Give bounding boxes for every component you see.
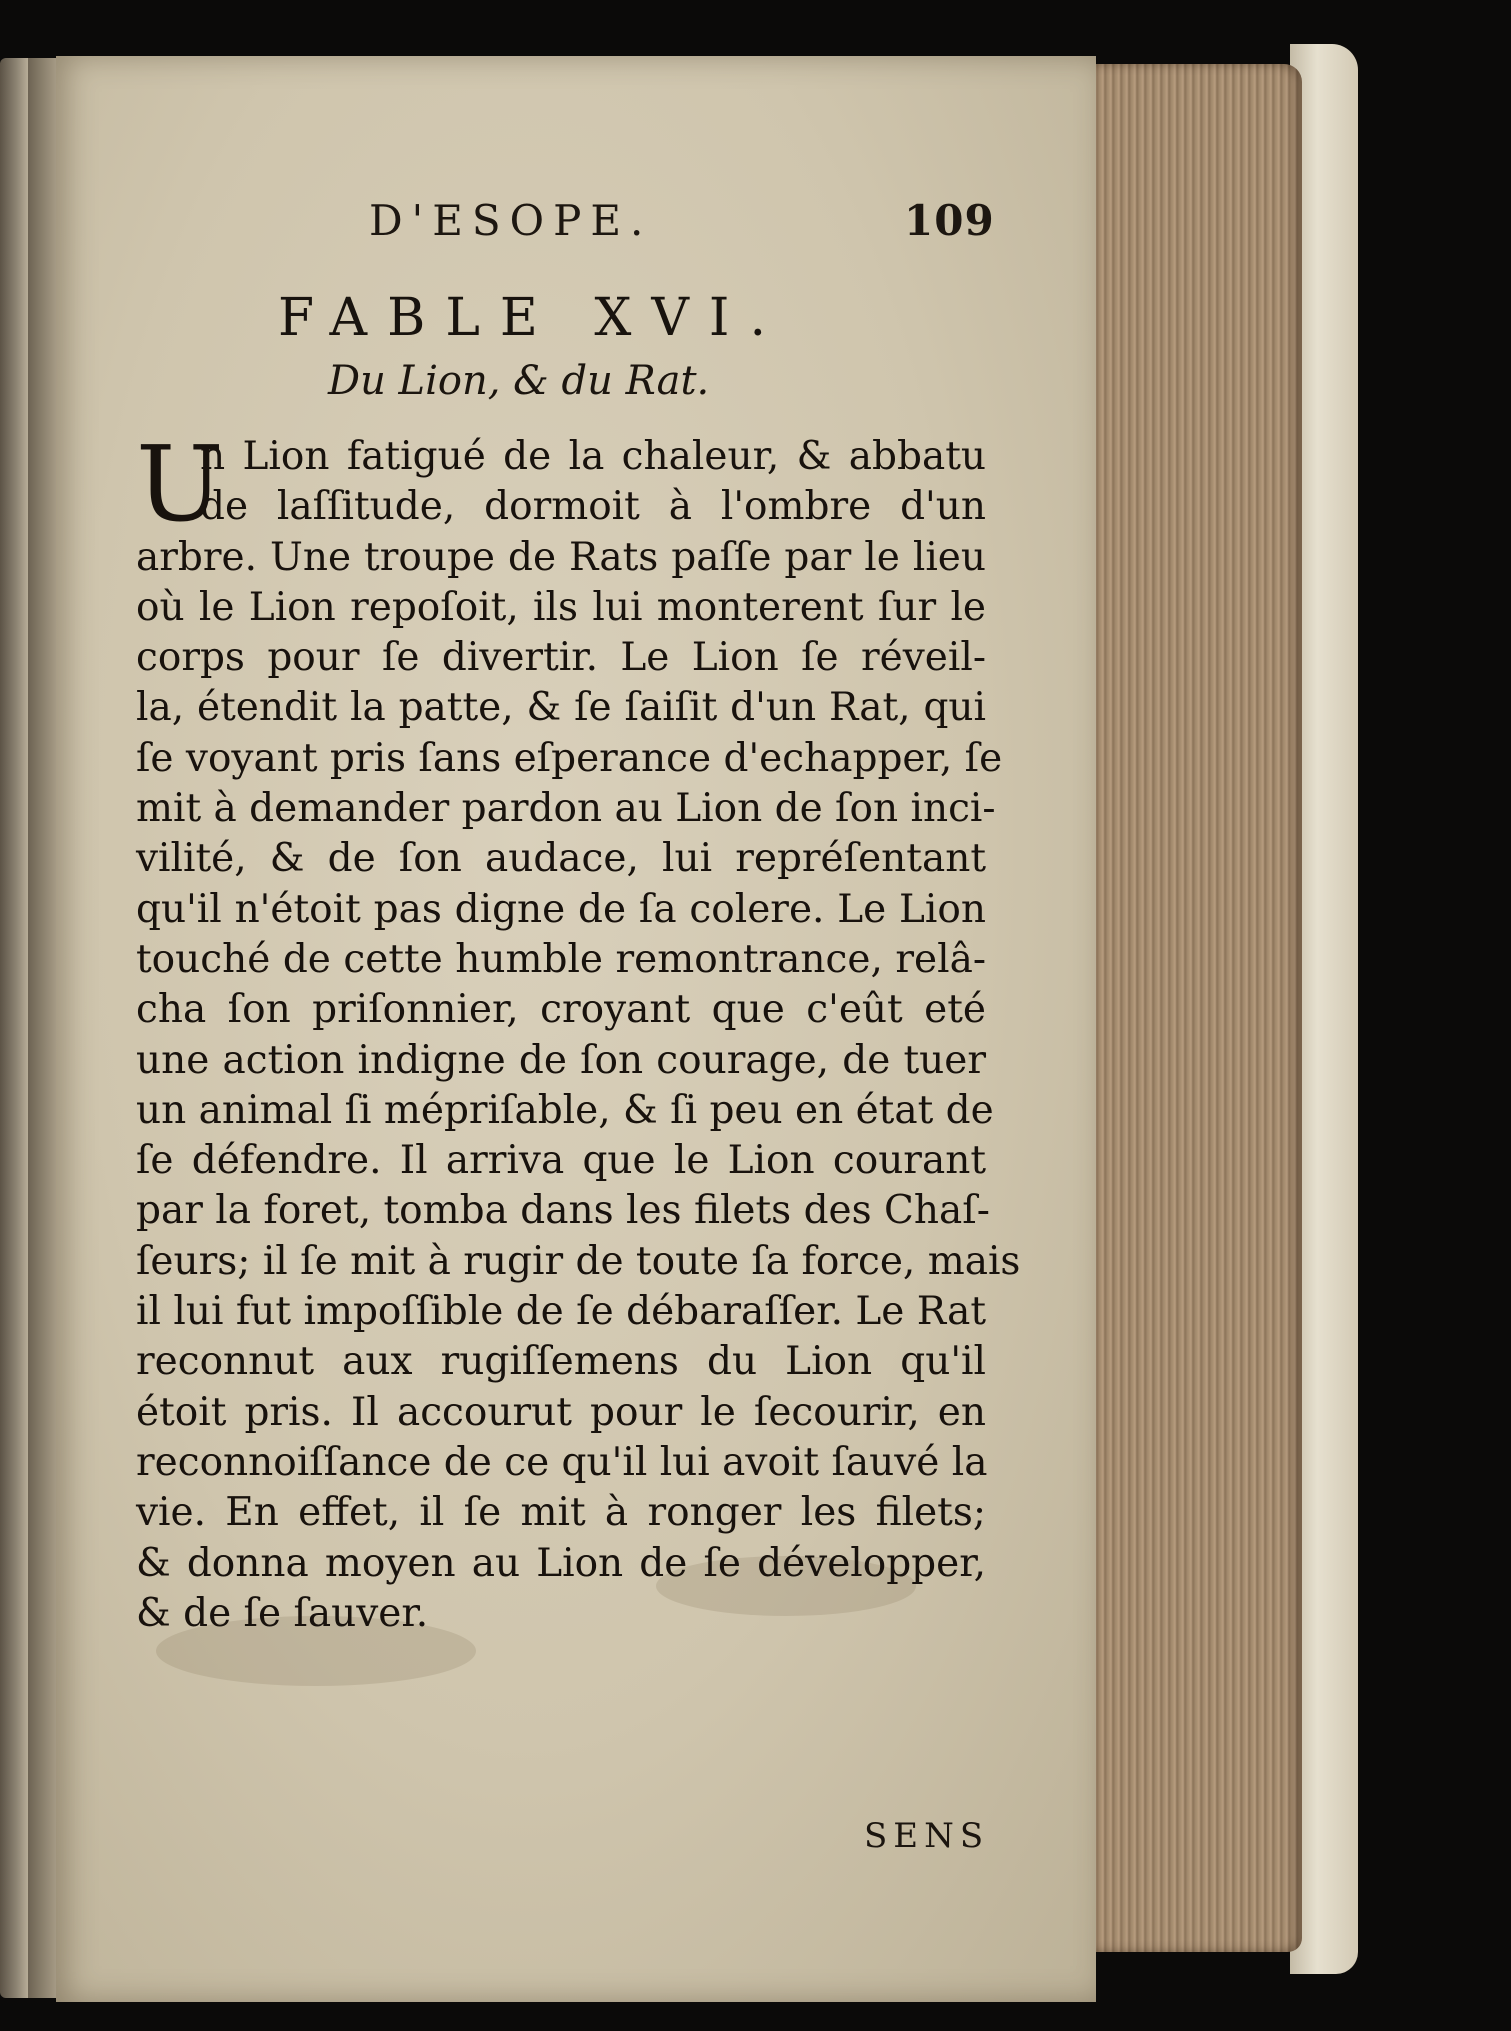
drop-cap: U [136, 423, 224, 545]
text-line: mit à demander pardon au Lion de ſon inci- [136, 786, 996, 832]
facing-page-edge [0, 58, 28, 1998]
fable-body [136, 423, 1021, 1639]
text-line: la, étendit la patte, & ſe ſaiſit d'un Rat, qui [136, 685, 986, 731]
text-line: n Lion fatigué de la chaleur, & abbatu [200, 434, 986, 479]
text-line: arbre. Une troupe de Rats paſſe par le lieu [136, 534, 986, 580]
page-number: 109 [904, 196, 995, 245]
book-gutter [28, 58, 58, 1998]
text-line: qu'il n'étoit pas digne de ſa colere. Le Lion [136, 886, 986, 932]
text-line: & de ſe ſauver. [136, 1590, 429, 1636]
text-line: par la foret, tomba dans les filets des Chaſ- [136, 1188, 990, 1234]
text-line: ſe défendre. Il arriva que le Lion courant [136, 1138, 986, 1184]
text-line: étoit pris. Il accourut pour le ſecourir, en [136, 1389, 986, 1435]
text-line: reconnoiſſance de ce qu'il lui avoit ſauvé la [136, 1439, 988, 1485]
text-line: un animal ſi mépriſable, & ſi peu en état de [136, 1087, 994, 1133]
text-line: & donna moyen au Lion de ſe développer, [136, 1540, 986, 1586]
text-line: une action indigne de ſon courage, de tuer [136, 1037, 986, 1083]
text-block-edge [1092, 64, 1302, 1952]
text-line: reconnut aux rugiſſemens du Lion qu'il [136, 1339, 986, 1385]
text-line: où le Lion repoſoit, ils lui monterent ſur le [136, 584, 986, 630]
fable-subtitle: Du Lion, & du Rat. [328, 358, 710, 404]
text-line: vie. En effet, il ſe mit à ronger les filets; [136, 1490, 986, 1536]
text-line: touché de cette humble remontrance, relâ- [136, 936, 986, 982]
text-line: ſe voyant pris ſans eſperance d'echapper, ſe [136, 735, 1003, 781]
text-line: corps pour ſe divertir. Le Lion ſe réveil- [136, 635, 986, 681]
text-line: il lui fut impoſſible de ſe débaraſſer. Le Rat [136, 1289, 986, 1335]
text-line: cha ſon priſonnier, croyant que c'eût eté [136, 987, 986, 1033]
catchword: SENS [864, 1816, 990, 1856]
text-line: vilité, & de ſon audace, lui repréſentant [136, 836, 986, 882]
fable-title: FABLE XVI. [278, 288, 786, 348]
text-line: de laſſitude, dormoit à l'ombre d'un [200, 484, 986, 530]
text-line: ſeurs; il ſe mit à rugir de toute ſa force, mais [136, 1238, 1021, 1284]
book-page [56, 56, 1096, 2002]
running-title: D'ESOPE. [369, 196, 653, 245]
